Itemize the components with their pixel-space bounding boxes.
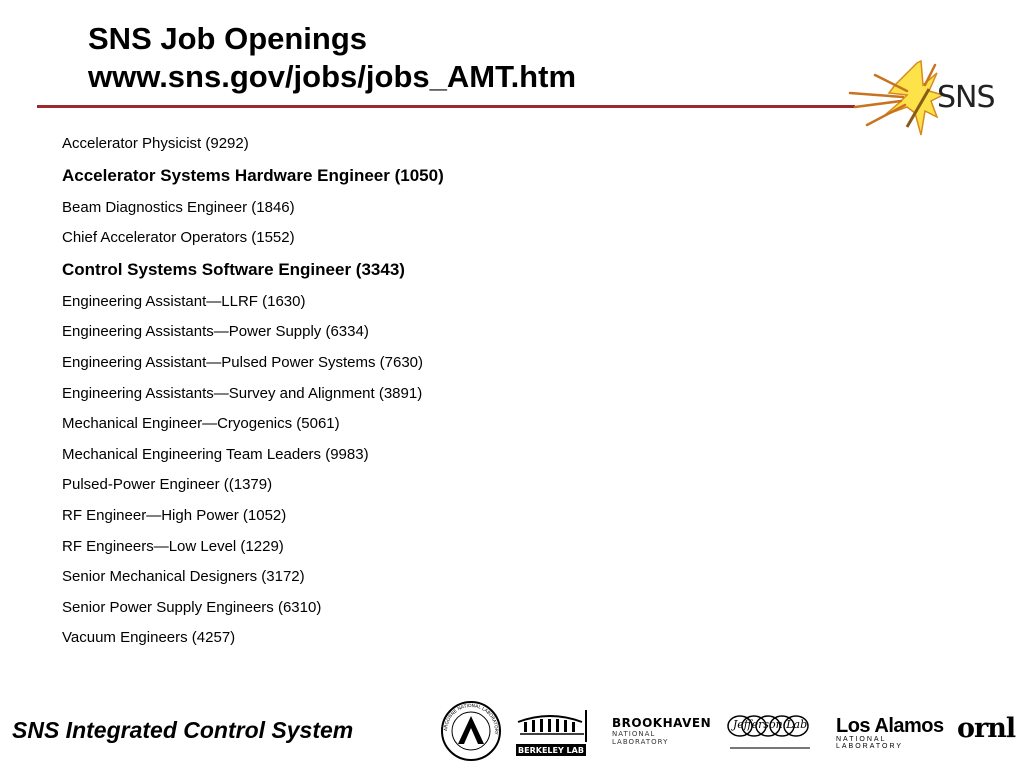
los-alamos-name: Los Alamos	[836, 715, 944, 737]
job-listing-item: Mechanical Engineering Team Leaders (9983)	[62, 445, 369, 463]
argonne-logo	[440, 700, 502, 762]
job-listing-item: Control Systems Software Engineer (3343)	[62, 259, 405, 279]
title-url: www.sns.gov/jobs/jobs_AMT.htm	[88, 59, 577, 94]
job-listing-item: Vacuum Engineers (4257)	[62, 629, 236, 647]
berkeley-lab-logo	[512, 700, 590, 762]
jefferson-lab-name: Jefferson Lab	[732, 718, 808, 731]
jefferson-lab-logo	[720, 700, 820, 762]
job-listing-item: Accelerator Systems Hardware Engineer (1050)	[62, 165, 444, 185]
brookhaven-logo	[612, 716, 712, 746]
job-listing-item: Senior Mechanical Designers (3172)	[62, 568, 305, 586]
brookhaven-sub: NATIONAL LABORATORY	[612, 730, 669, 746]
job-listing-item: Engineering Assistant—Pulsed Power Systems (7630)	[62, 353, 424, 371]
job-listing-item: RF Engineers—Low Level (1229)	[62, 537, 284, 555]
job-listing-item: Engineering Assistant—LLRF (1630)	[62, 292, 306, 310]
job-listing-item: Mechanical Engineer—Cryogenics (5061)	[62, 415, 340, 433]
brookhaven-name: BROOKHAVEN	[612, 716, 712, 730]
job-listing-item: Engineering Assistants—Survey and Alignment (3891)	[62, 384, 423, 402]
job-list	[62, 134, 444, 659]
ornl-text: ornl	[957, 713, 1016, 744]
page-title	[88, 20, 576, 96]
sns-logo-text: SNS	[937, 80, 995, 115]
argonne-ring-text: ARGONNE NATIONAL LABORATORY	[443, 703, 499, 735]
job-listing-item: Accelerator Physicist (9292)	[62, 135, 249, 152]
title-line-1: SNS Job Openings	[88, 21, 368, 56]
berkeley-lab-text: BERKELEY LAB	[518, 746, 584, 755]
los-alamos-logo	[836, 715, 946, 750]
job-listing-item: Beam Diagnostics Engineer (1846)	[62, 198, 295, 216]
los-alamos-sub: NATIONAL LABORATORY	[836, 736, 904, 750]
job-listing-item: Chief Accelerator Operators (1552)	[62, 229, 295, 247]
job-listing-item: Pulsed-Power Engineer ((1379)	[62, 476, 273, 494]
ornl-logo	[957, 712, 1017, 746]
title-divider	[37, 105, 855, 108]
job-listing-item: Engineering Assistants—Power Supply (6334)	[62, 323, 369, 341]
job-listing-item: RF Engineer—High Power (1052)	[62, 506, 287, 524]
sns-logo	[845, 55, 995, 140]
footer-title: SNS Integrated Control System	[12, 717, 354, 743]
job-listing-item: Senior Power Supply Engineers (6310)	[62, 598, 322, 616]
